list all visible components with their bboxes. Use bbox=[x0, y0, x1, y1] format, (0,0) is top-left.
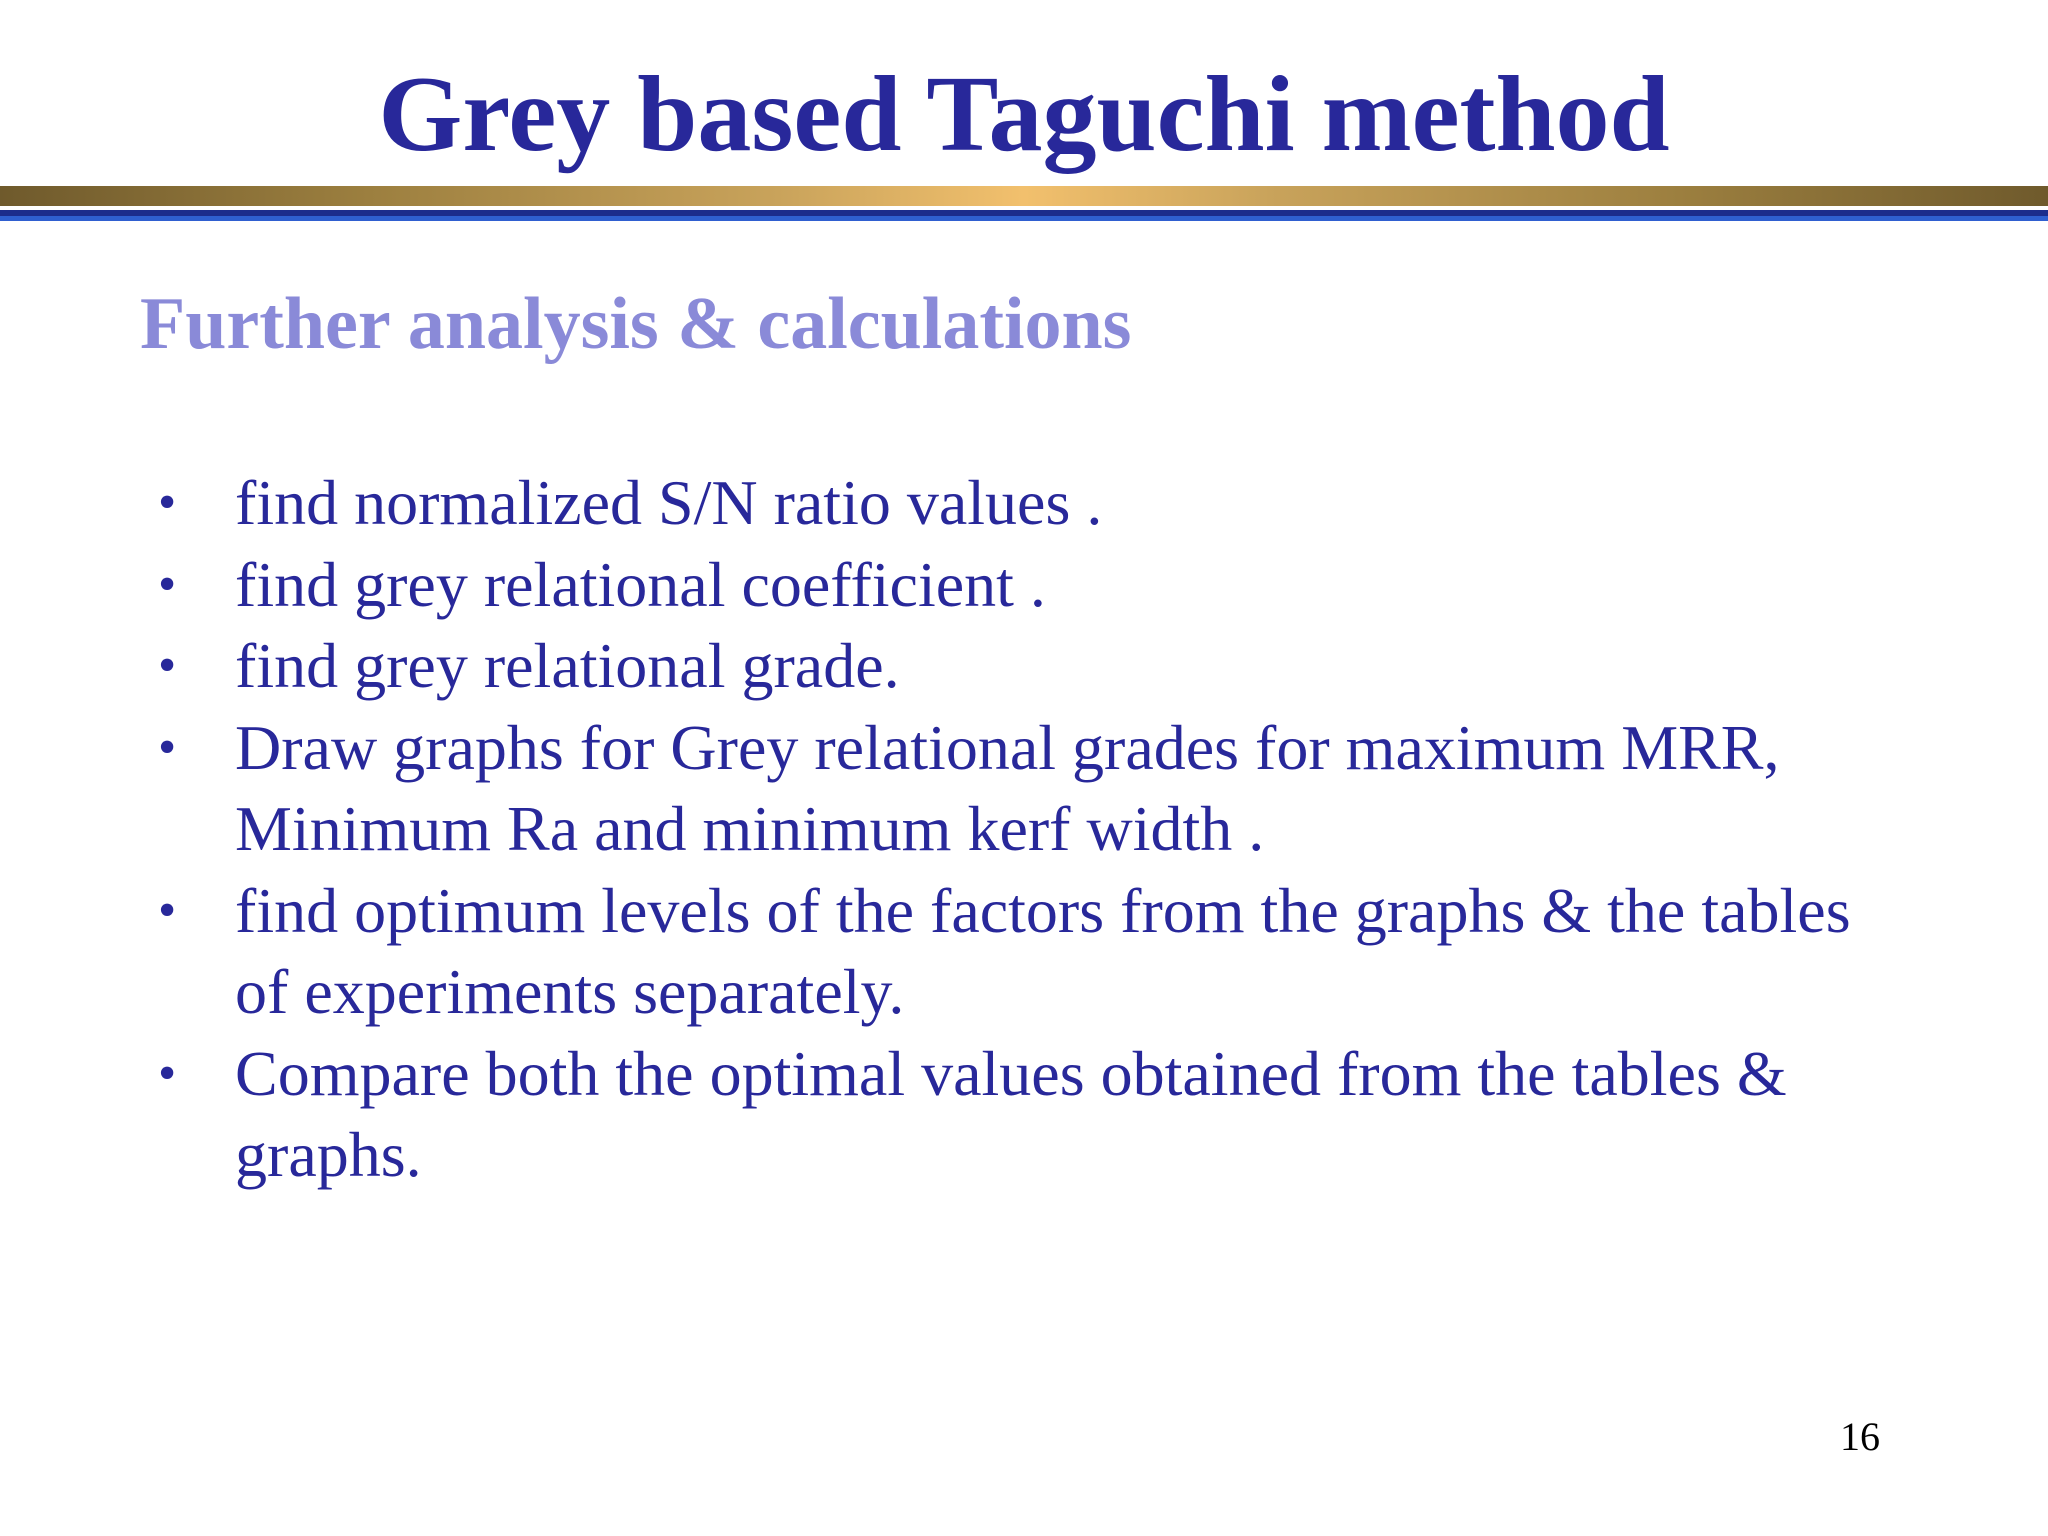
page-number: 16 bbox=[1840, 1414, 1880, 1459]
bullet-icon: • bbox=[158, 1044, 177, 1102]
bullet-text: Compare both the optimal values obtained from the tables & graphs. bbox=[235, 1037, 1787, 1190]
bullet-item bbox=[150, 625, 1910, 707]
slide-subtitle: Further analysis & calculations bbox=[140, 283, 1132, 365]
bullet-item bbox=[150, 544, 1910, 626]
bullet-list bbox=[150, 462, 1910, 1196]
bullet-item bbox=[150, 707, 1910, 870]
bullet-item bbox=[150, 1033, 1910, 1196]
title-divider-blue-light bbox=[0, 216, 2048, 221]
bullet-icon: • bbox=[158, 555, 177, 613]
bullet-text: find optimum levels of the factors from the graphs & the tables of experiments separately. bbox=[235, 874, 1851, 1027]
bullet-icon: • bbox=[158, 474, 177, 531]
bullet-text: find normalized S/N ratio values . bbox=[235, 467, 1103, 538]
bullet-text: find grey relational grade. bbox=[235, 630, 900, 701]
bullet-item bbox=[150, 462, 1910, 544]
slide-title: Grey based Taguchi method bbox=[378, 55, 1670, 174]
bullet-icon: • bbox=[158, 718, 177, 776]
bullet-text: find grey relational coefficient . bbox=[235, 548, 1046, 620]
bullet-icon: • bbox=[158, 637, 177, 694]
bullet-icon: • bbox=[158, 881, 177, 939]
bullet-text: Draw graphs for Grey relational grades for maximum MRR, Minimum Ra and minimum kerf width . bbox=[235, 711, 1780, 864]
title-divider-gold bbox=[0, 186, 2048, 206]
bullet-item bbox=[150, 870, 1910, 1033]
